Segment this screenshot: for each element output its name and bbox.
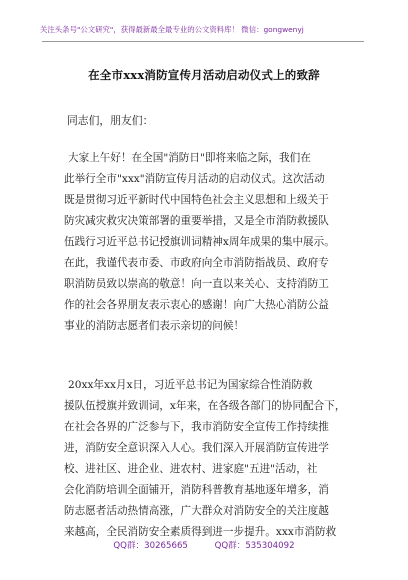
salutation: 同志们，朋友们： (67, 114, 154, 127)
paragraph-line: 作的社会各界朋友表示衷心的感谢！向广大热心消防公益 (64, 299, 329, 311)
paragraph-line: 来越高，全民消防安全素质得到进一步提升。xxx市消防救 (64, 526, 337, 538)
paragraph-line: 校、进社区、进企业、进农村、进家庭"五进"活动，社 (64, 463, 318, 475)
document-title: 在全市xxx消防宣传月活动启动仪式上的致辞 (88, 68, 320, 82)
paragraph-line: 职消防员致以崇高的敬意！向一直以来关心、支持消防工 (64, 278, 329, 290)
paragraph-line: 事业的消防志愿者们表示亲切的问候！ (64, 320, 245, 332)
paragraph-line: 在社会各界的广泛参与下，我市消防安全宣传工作持续推 (64, 421, 329, 433)
footer-qq-group-2: QQ群：535304092 (214, 541, 295, 551)
header-divider (42, 41, 364, 42)
footer (0, 540, 408, 552)
header-banner: 关注头条号"公文研究"，获得最新最全最专业的公文资料库！ 微信：gongwenyj (40, 25, 304, 34)
paragraph-line: 进，消防安全意识深入人心。我们深入开展消防宣传进学 (64, 442, 329, 454)
paragraph-line: 此举行全市"xxx"消防宣传月活动的启动仪式。这次活动 (64, 173, 325, 185)
paragraph-line: 防志愿者活动热情高涨，广大群众对消防安全的关注度越 (64, 505, 329, 517)
paragraph-2 (64, 375, 364, 543)
paragraph-line: 在此，我谨代表市委、市政府向全市消防指战员、政府专 (64, 257, 329, 269)
paragraph-line: 会化消防培训全面铺开，消防科普教育基地逐年增多，消 (64, 484, 329, 496)
footer-qq-group-1: QQ群：30265665 (113, 541, 188, 551)
paragraph-line: 大家上午好！在全国"消防日"即将来临之际，我们在 (68, 152, 311, 164)
paragraph-line: 20xx年xx月x日，习近平总书记为国家综合性消防救 (68, 379, 313, 391)
paragraph-line: 援队伍授旗并致训词，x年来，在各级各部门的协同配合下， (64, 400, 346, 412)
paragraph-line: 防灾减灾救灾决策部署的重要举措，又是全市消防救援队 (64, 215, 329, 227)
paragraph-1 (64, 148, 364, 337)
paragraph-line: 伍践行习近平总书记授旗训词精神x周年成果的集中展示。 (64, 236, 335, 248)
paragraph-line: 既是贯彻习近平新时代中国特色社会主义思想和上级关于 (64, 194, 329, 206)
